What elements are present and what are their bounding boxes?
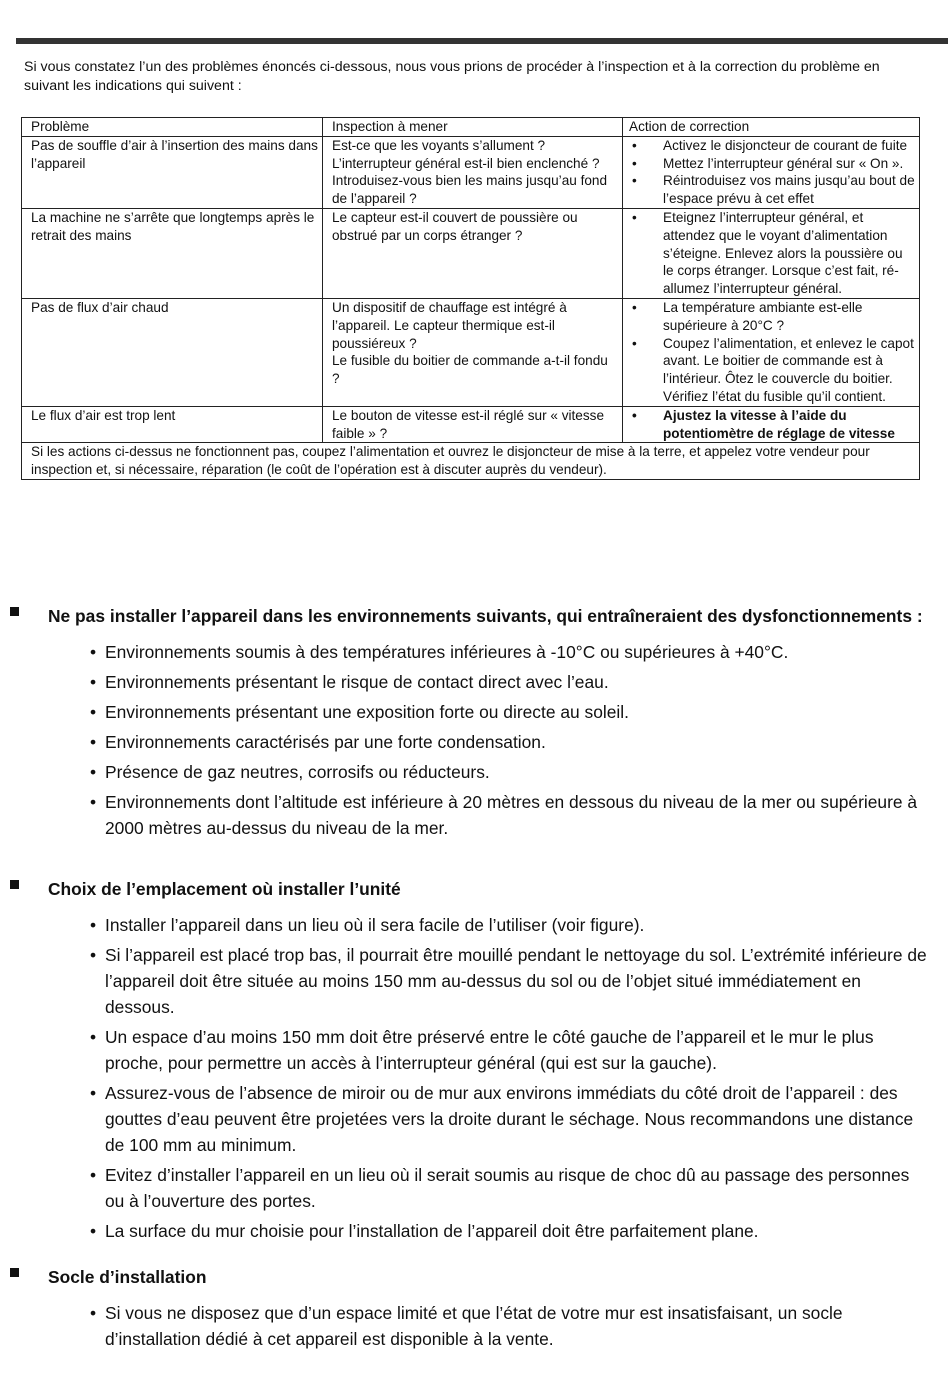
list-item: • Assurez-vous de l’absence de miroir ou de mur aux environs immédiats du côté droit de l’appareil : des gouttes d’eau peuvent être projetées vers la droite durant le séchage. Nous recommandons une distance de 100 mm au minimum. xyxy=(90,1080,930,1158)
table-row xyxy=(22,406,920,443)
top-rule xyxy=(16,38,948,44)
bullet-list xyxy=(90,912,930,1244)
section-title: Choix de l’emplacement où installer l’unité xyxy=(48,879,401,899)
section-title: Socle d’installation xyxy=(48,1267,207,1287)
action-item: • Mettez l’interrupteur général sur « On ». xyxy=(629,155,915,173)
header-inspection: Inspection à mener xyxy=(323,118,623,137)
table-footer-row xyxy=(22,443,920,480)
action-item: • Coupez l’alimentation, et enlevez le capot avant. Le boitier de commande est à l’intérieur. Ôtez le couvercle du boitier. Vérifiez l’état du fusible qu’il contient. xyxy=(629,335,915,406)
header-problem: Problème xyxy=(22,118,323,137)
action-item: • Ajustez la vitesse à l’aide du potentiomètre de réglage de vitesse xyxy=(629,407,915,443)
table-row xyxy=(22,298,920,406)
list-item: • Environnements soumis à des températures inférieures à -10°C ou supérieures à +40°C. xyxy=(90,639,930,665)
bullet-list xyxy=(90,1300,930,1352)
action-item: • La température ambiante est-elle supérieure à 20°C ? xyxy=(629,299,915,335)
list-item: • Environnements présentant le risque de contact direct avec l’eau. xyxy=(90,669,930,695)
list-item: • Un espace d’au moins 150 mm doit être préservé entre le côté gauche de l’appareil et le mur le plus proche, pour permettre un accès à l’interrupteur général (qui est sur la gauche). xyxy=(90,1024,930,1076)
inspection-cell: Est-ce que les voyants s’allument ? L’interrupteur général est-il bien enclenché ? Introduisez-vous bien les mains jusqu’au fond de l’appareil ? xyxy=(323,136,623,208)
action-cell xyxy=(623,136,920,208)
action-cell xyxy=(623,406,920,443)
inspection-cell: Un dispositif de chauffage est intégré à l’appareil. Le capteur thermique est-il poussiéreux ? Le fusible du boitier de commande a-t-il fondu ? xyxy=(323,298,623,406)
problem-cell: Pas de souffle d’air à l’insertion des mains dans l’appareil xyxy=(22,136,323,208)
table-header-row xyxy=(22,118,920,137)
troubleshooting-table xyxy=(21,117,920,480)
list-item: • Présence de gaz neutres, corrosifs ou réducteurs. xyxy=(90,759,930,785)
inspection-cell: Le bouton de vitesse est-il réglé sur « vitesse faible » ? xyxy=(323,406,623,443)
header-action: Action de correction xyxy=(623,118,920,137)
section-title: Ne pas installer l’appareil dans les environnements suivants, qui entraîneraient des dysfonctionnements : xyxy=(48,606,923,626)
action-cell xyxy=(623,208,920,298)
list-item: • Si vous ne disposez que d’un espace limité et que l’état de votre mur est insatisfaisant, un socle d’installation dédié à cet appareil est disponible à la vente. xyxy=(90,1300,930,1352)
action-item: • Réintroduisez vos mains jusqu’au bout de l’espace prévu à cet effet xyxy=(629,172,915,208)
list-item: • Si l’appareil est placé trop bas, il pourrait être mouillé pendant le nettoyage du sol. L’extrémité inférieure de l’appareil doit être située au moins 150 mm au-dessus du sol ou de l’objet situé immédiatement en dessous. xyxy=(90,942,930,1020)
problem-cell: La machine ne s’arrête que longtemps après le retrait des mains xyxy=(22,208,323,298)
bullet-list xyxy=(90,639,930,841)
square-bullet-icon xyxy=(10,607,19,616)
square-bullet-icon xyxy=(10,880,19,889)
section-environments xyxy=(10,603,930,845)
list-item: • La surface du mur choisie pour l’installation de l’appareil doit être parfaitement plane. xyxy=(90,1218,930,1244)
inspection-cell: Le capteur est-il couvert de poussière ou obstrué par un corps étranger ? xyxy=(323,208,623,298)
list-item: • Environnements caractérisés par une forte condensation. xyxy=(90,729,930,755)
square-bullet-icon xyxy=(10,1268,19,1277)
section-location xyxy=(10,876,930,1248)
intro-paragraph: Si vous constatez l’un des problèmes énoncés ci-dessous, nous vous prions de procéder à l’inspection et à la correction du problème en suivant les indications qui suivent : xyxy=(24,59,880,94)
table-row xyxy=(22,136,920,208)
section-base xyxy=(10,1264,930,1356)
table-footer-note: Si les actions ci-dessus ne fonctionnent pas, coupez l’alimentation et ouvrez le disjoncteur de mise à la terre, et appelez votre vendeur pour inspection et, si nécessaire, réparation (le coût de l’opération est à discuter auprès du vendeur). xyxy=(22,443,920,480)
list-item: • Installer l’appareil dans un lieu où il sera facile de l’utiliser (voir figure). xyxy=(90,912,930,938)
action-item: • Activez le disjoncteur de courant de fuite xyxy=(629,137,915,155)
list-item: • Evitez d’installer l’appareil en un lieu où il serait soumis au risque de choc dû au passage des personnes ou à l’ouverture des portes. xyxy=(90,1162,930,1214)
list-item: • Environnements dont l’altitude est inférieure à 20 mètres en dessous du niveau de la mer ou supérieure à 2000 mètres au-dessus du niveau de la mer. xyxy=(90,789,930,841)
problem-cell: Pas de flux d’air chaud xyxy=(22,298,323,406)
table-row xyxy=(22,208,920,298)
action-cell xyxy=(623,298,920,406)
problem-cell: Le flux d’air est trop lent xyxy=(22,406,323,443)
action-item: • Eteignez l’interrupteur général, et attendez que le voyant d’alimentation s’éteigne. Enlevez alors la poussière ou le corps étranger. Lorsque c’est fait, ré-allumez l’interrupteur général. xyxy=(629,209,915,298)
list-item: • Environnements présentant une exposition forte ou directe au soleil. xyxy=(90,699,930,725)
